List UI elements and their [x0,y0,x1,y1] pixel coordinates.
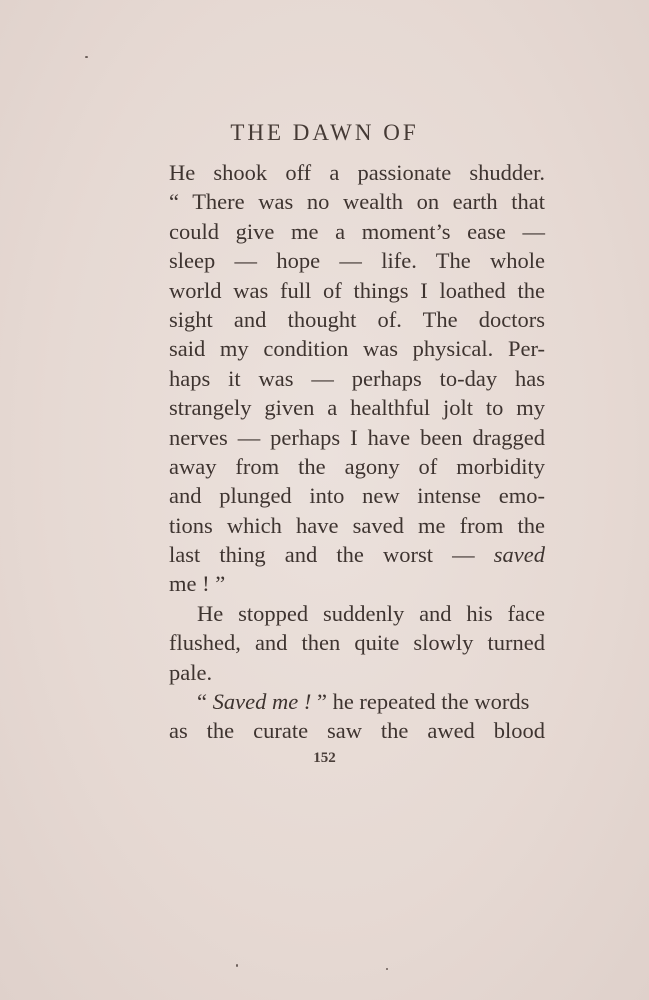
text-segment: “ [197,689,213,715]
running-head: THE DAWN OF [230,120,419,145]
text-line: haps it was — perhaps to-day has [169,365,545,391]
page-number: 152 [313,750,336,766]
text-line: world was full of things I loathed the [169,277,545,303]
body-text [169,158,545,746]
text-line: He shook off a passionate shudder. [169,160,545,185]
text-segment: ” he repeated the words [311,689,530,715]
text-line: pale. [169,659,213,685]
italic-text: Saved me ! [212,689,312,715]
text-line: tions which have saved me from the [169,512,545,538]
paper-speck [85,56,88,58]
text-line: me ! ” [169,571,226,597]
text-line: flushed, and then quite slowly turned [169,630,545,656]
text-line: could give me a moment’s ease — [169,218,545,244]
text-line: nerves — perhaps I have been dragged [169,424,545,450]
text-line: and plunged into new intense emo- [169,483,545,509]
italic-text: saved [493,542,545,568]
text-line: strangely given a healthful jolt to my [169,395,545,421]
text-line: away from the agony of morbidity [169,453,545,479]
text-line: sight and thought of. The doctors [169,306,545,332]
text-segment: last thing and the worst — [169,542,494,568]
text-line [169,687,545,716]
text-line: He stopped suddenly and his face [197,600,545,626]
text-line: “ There was no wealth on earth that [169,189,545,215]
paper-speck [236,964,238,967]
paper-speck [386,968,388,970]
text-line: as the curate saw the awed blood [169,718,545,744]
text-line: sleep — hope — life. The whole [169,248,545,274]
text-line: said my condition was physical. Per- [169,336,545,362]
text-line [169,540,545,569]
